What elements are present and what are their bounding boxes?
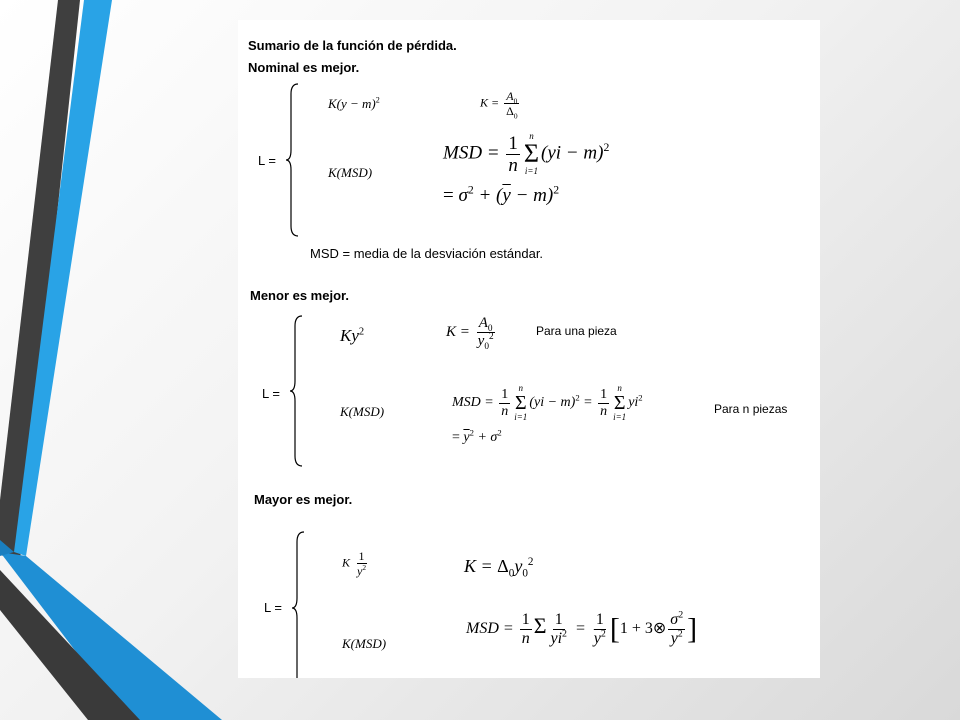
nominal-msd-formula: MSD = $\frac{1}{n}$ n Σ i=1 (yi − m)$^2$ <box>443 131 610 176</box>
nominal-msd-loss: K(MSD) <box>328 165 373 180</box>
larger-k-formula: $K = \Delta_0y_0^2$ <box>464 556 534 580</box>
larger-l-label: L = <box>264 600 282 615</box>
nominal-l-label: L = <box>258 153 276 168</box>
larger-brace <box>290 530 308 678</box>
document-title: Sumario de la función de pérdida. <box>248 38 457 53</box>
smaller-msd-expansion: = $\overline{y}^2 + \sigma^2$ <box>452 427 502 445</box>
smaller-l-label: L = <box>262 386 280 401</box>
nominal-heading: Nominal es mejor. <box>248 60 360 75</box>
nominal-msd-expansion: = $\sigma^2 + (\overline{y} - m)^2$ <box>443 183 560 206</box>
smaller-heading: Menor es mejor. <box>250 288 349 303</box>
smaller-k-formula: K = $\frac{A_0}{y_0^2}$ <box>446 315 494 352</box>
smaller-brace <box>288 314 306 468</box>
larger-msd-formula: MSD = $\frac{1}{n}$ Σ $\frac{1}{yi^2}$ = $\frac{1}{\overline{y}^2}$ [1 + 3⊗ $\frac{\sigma^2}{\overline{y}^2}$ ] <box>466 609 698 647</box>
nominal-k-formula: K = $\frac{A_0}{\Delta_0}$ <box>480 89 518 121</box>
larger-loss-formula: K $\frac{1}{y^2}$ <box>342 549 367 578</box>
larger-msd-loss: K(MSD) <box>342 636 387 651</box>
larger-heading: Mayor es mejor. <box>254 492 353 507</box>
formula-document <box>238 20 820 678</box>
note-n-pieces: Para n piezas <box>714 402 788 416</box>
note-one-piece: Para una pieza <box>536 324 617 338</box>
smaller-loss-formula: Ky$^2$ <box>340 326 365 345</box>
smaller-msd-formula: MSD = $\frac{1}{n}$ n Σ i=1 (yi − m)$^2$ = $\frac{1}{n}$ n Σ i=1 $yi^2$ <box>452 383 643 422</box>
nominal-loss-formula: $K(y - m)^2$ <box>328 95 380 111</box>
nominal-brace <box>284 82 302 238</box>
smaller-msd-loss: K(MSD) <box>340 404 385 419</box>
msd-footnote: MSD = media de la desviación estándar. <box>310 246 544 261</box>
